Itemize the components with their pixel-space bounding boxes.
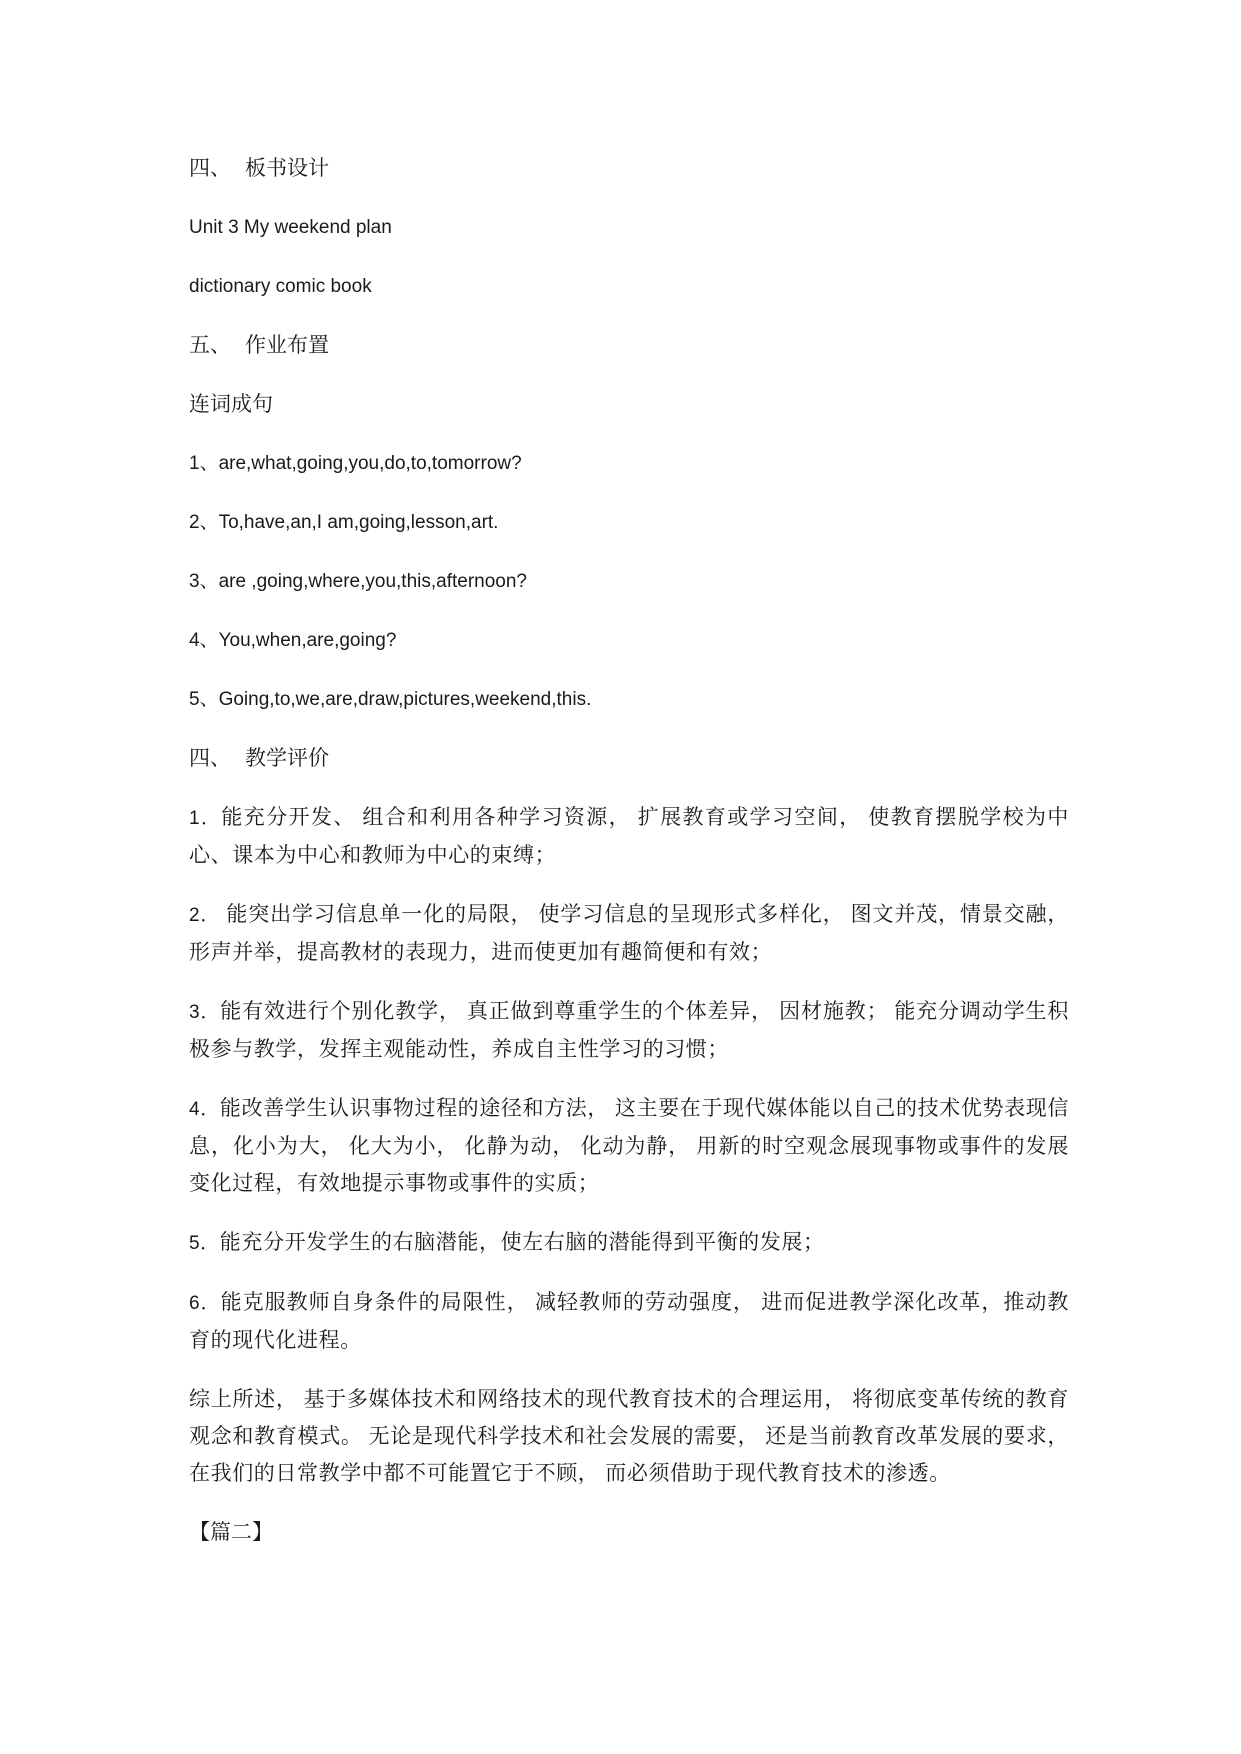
homework-item: 2、To,have,an,I am,going,lesson,art. (189, 512, 499, 533)
point-number: 6． (189, 1293, 221, 1314)
evaluation-point (189, 1224, 1069, 1262)
homework-item: 3、are ,going,where,you,this,afternoon? (189, 571, 527, 592)
board-line-vocabulary: dictionary comic book (189, 276, 372, 297)
point-number: 1． (189, 808, 222, 829)
section-title: 作业布置 (245, 333, 329, 357)
point-text: 能突出学习信息单一化的局限， 使学习信息的呈现形式多样化， 图文并茂，情景交融，形声并举，提高教材的表现力，进而使更加有趣简便和有效； (189, 902, 1069, 964)
evaluation-point (189, 1090, 1069, 1202)
section-number: 四、 (189, 746, 231, 770)
evaluation-point (189, 896, 1069, 971)
point-text: 能改善学生认识事物过程的途径和方法， 这主要在于现代媒体能以自己的技术优势表现信息，化小为大， 化大为小， 化静为动， 化动为静， 用新的时空观念展现事物或事件的发展变化过程，有效地提示事物或事件的实质； (189, 1096, 1069, 1195)
section-heading-board-design (189, 150, 1069, 187)
homework-item: 4、You,when,are,going? (189, 630, 397, 651)
section-title: 教学评价 (245, 746, 329, 770)
homework-title: 连词成句 (189, 392, 273, 416)
board-line-unit-title: Unit 3 My weekend plan (189, 217, 392, 238)
point-number: 2． (189, 905, 221, 926)
homework-item: 1、are,what,going,you,do,to,tomorrow? (189, 453, 522, 474)
conclusion-paragraph: 综上所述， 基于多媒体技术和网络技术的现代教育技术的合理运用， 将彻底变革传统的教育观念和教育模式。 无论是现代科学技术和社会发展的需要， 还是当前教育改革发展的要求， 在我们的日常教学中都不可能置它于不顾， 而必须借助于现代教育技术的渗透。 (189, 1387, 1069, 1485)
section-number: 四、 (189, 156, 231, 180)
next-section-label: 【篇二】 (189, 1520, 273, 1544)
section-heading-evaluation (189, 740, 1069, 777)
evaluation-point (189, 1284, 1069, 1359)
point-text: 能充分开发学生的右脑潜能，使左右脑的潜能得到平衡的发展； (219, 1230, 825, 1254)
document-body (189, 150, 1069, 1551)
section-heading-homework (189, 327, 1069, 364)
evaluation-point (189, 993, 1069, 1068)
point-text: 能克服教师自身条件的局限性， 减轻教师的劳动强度， 进而促进教学深化改革，推动教育的现代化进程。 (189, 1290, 1069, 1352)
point-text: 能充分开发、 组合和利用各种学习资源， 扩展教育或学习空间， 使教育摆脱学校为中心、课本为中心和教师为中心的束缚； (189, 805, 1069, 867)
homework-item: 5、Going,to,we,are,draw,pictures,weekend,this. (189, 689, 592, 710)
section-number: 五、 (189, 333, 231, 357)
point-number: 3． (189, 1002, 221, 1023)
point-number: 4． (189, 1099, 220, 1120)
point-text: 能有效进行个别化教学， 真正做到尊重学生的个体差异， 因材施教； 能充分调动学生积极参与教学，发挥主观能动性，养成自主性学习的习惯； (189, 999, 1069, 1061)
section-title: 板书设计 (245, 156, 329, 180)
evaluation-point (189, 799, 1069, 874)
point-number: 5． (189, 1233, 220, 1254)
